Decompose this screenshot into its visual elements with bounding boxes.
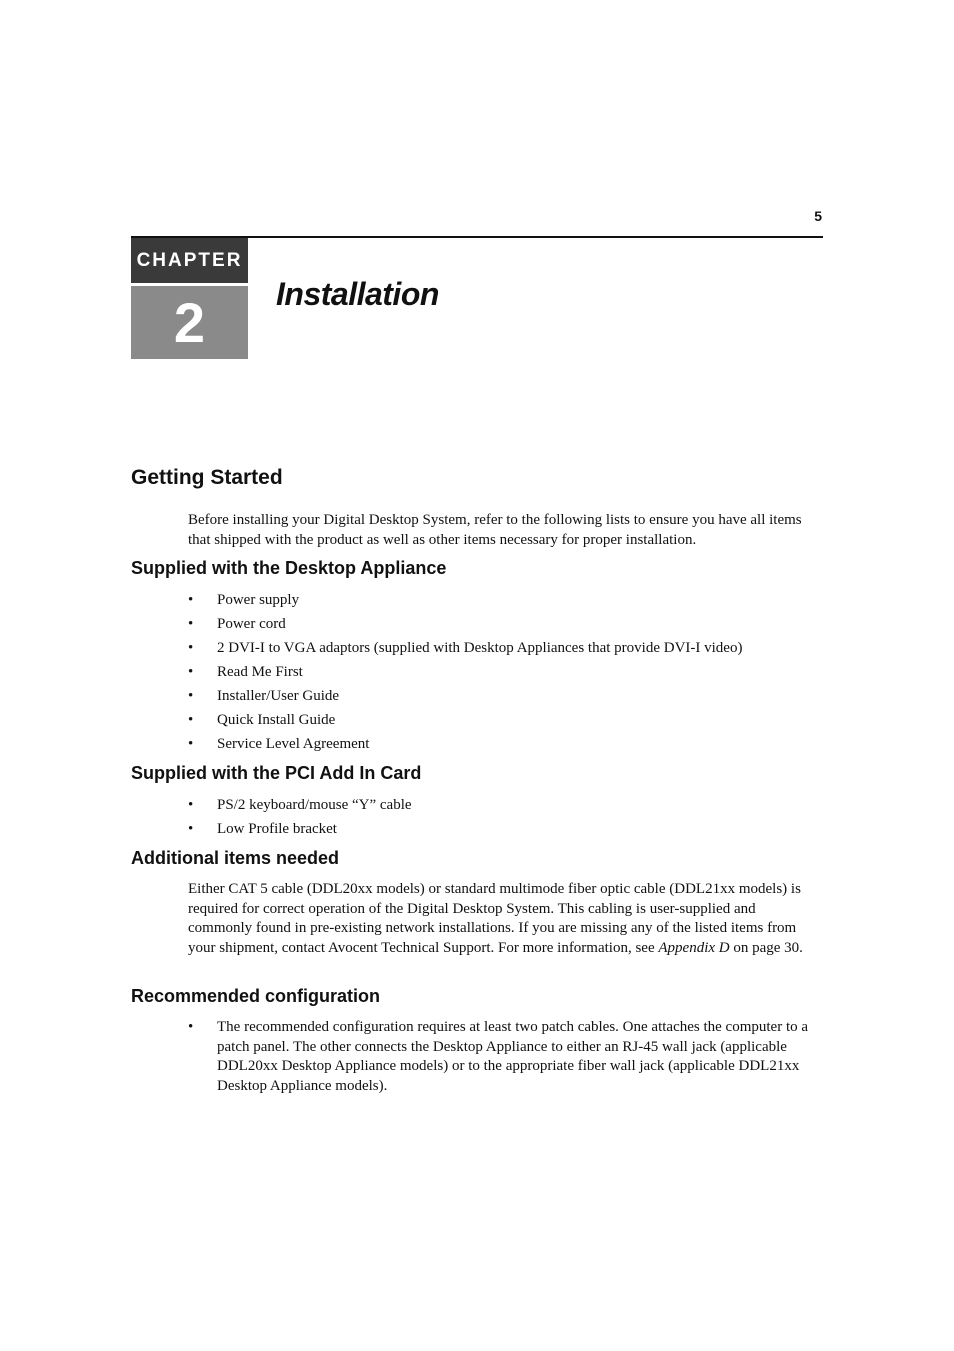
list-item [188, 684, 828, 708]
list-item [188, 793, 828, 817]
bullet: • [188, 1019, 194, 1035]
heading-desktop-appliance: Supplied with the Desktop Appliance [131, 558, 447, 578]
pci-card-list [188, 793, 828, 841]
heading-pci-card: Supplied with the PCI Add In Card [131, 763, 422, 783]
list-item [188, 660, 828, 684]
list-item-text: Quick Install Guide [217, 712, 336, 728]
list-item-text: The recommended configuration requires at least two patch cables. One attaches the computer to a patch panel. The other connects the Desktop Appliance to either an RJ-45 wall jack (applicable DDL20xx Desktop Appliance models) or to the appropriate fiber wall jack (applicable DDL21xx Desktop Appliance models). [217, 1019, 809, 1094]
list-item [188, 588, 828, 612]
list-item-text: Power cord [217, 616, 286, 632]
chapter-title: Installation [276, 276, 439, 312]
additional-text-after: on page 30. [729, 939, 803, 956]
bullet: • [188, 664, 194, 680]
appendix-reference: Appendix D [658, 939, 730, 956]
heading-additional-items: Additional items needed [131, 848, 340, 868]
heading-recommended-config: Recommended configuration [131, 986, 381, 1006]
bullet: • [188, 712, 194, 728]
recommended-config-list [188, 1018, 828, 1096]
list-item [188, 708, 828, 732]
list-item [188, 612, 828, 636]
bullet: • [188, 640, 194, 656]
list-item [188, 732, 828, 756]
list-item-text: PS/2 keyboard/mouse “Y” cable [217, 797, 412, 813]
bullet: • [188, 797, 194, 813]
bullet: • [188, 592, 194, 608]
additional-items-paragraph [188, 880, 823, 958]
chapter-label: CHAPTER [131, 238, 248, 283]
list-item [188, 1018, 828, 1096]
list-item-text: Power supply [217, 592, 300, 608]
list-item-text: Service Level Agreement [217, 736, 370, 752]
list-item-text: 2 DVI-I to VGA adaptors (supplied with Desktop Appliances that provide DVI-I video) [217, 640, 743, 656]
bullet: • [188, 616, 194, 632]
bullet: • [188, 821, 194, 837]
bullet: • [188, 688, 194, 704]
heading-getting-started: Getting Started [131, 466, 283, 489]
list-item [188, 817, 828, 841]
chapter-number: 2 [131, 286, 248, 359]
list-item-text: Read Me First [217, 664, 303, 680]
list-item-text: Installer/User Guide [217, 688, 340, 704]
list-item-text: Low Profile bracket [217, 821, 337, 837]
list-item [188, 636, 828, 660]
additional-text: Either CAT 5 cable (DDL20xx models) or standard multimode fiber optic cable (DDL21xx models) is required for correct operation of the Digital Desktop System. This cabling is user-supplied and commonly found in pre-existing network installations. If you are missing any of the listed items from your shipment, contact Avocent Technical Support. For more information, see [188, 881, 801, 956]
page-number: 5 [814, 208, 822, 224]
desktop-appliance-list [188, 588, 828, 756]
bullet: • [188, 736, 194, 752]
intro-paragraph: Before installing your Digital Desktop System, refer to the following lists to ensure you have all items that shipped with the product as well as other items necessary for proper installation. [188, 512, 802, 548]
